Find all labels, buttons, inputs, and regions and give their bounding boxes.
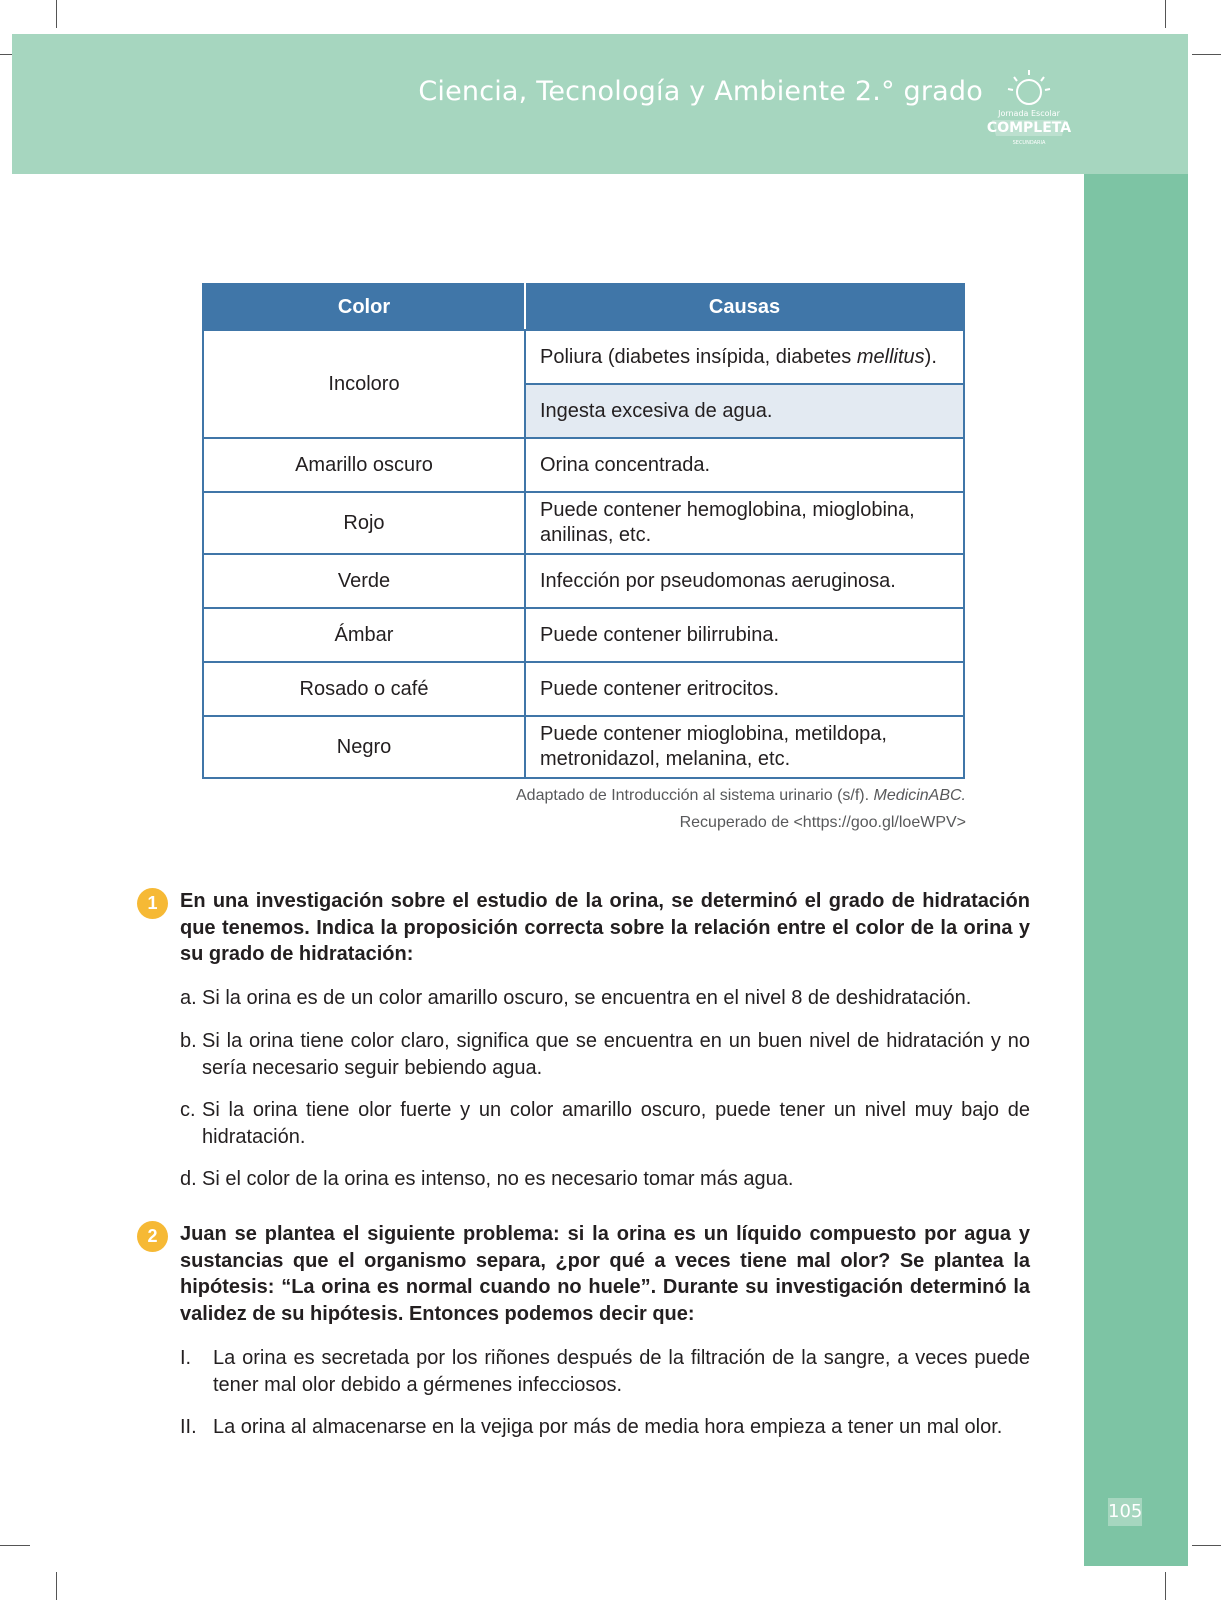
- option-text: La orina es secretada por los riñones después de la filtración de la sangre, a veces puede tener mal olor debido a gérmenes infecciosos.: [213, 1347, 1030, 1396]
- question-number-badge: 2: [137, 1221, 168, 1252]
- table-row: [203, 554, 964, 608]
- option-text: La orina al almacenarse en la vejiga por más de media hora empieza a tener un mal olor.: [213, 1416, 1003, 1438]
- cause-cell: Infección por pseudomonas aeruginosa.: [525, 554, 964, 608]
- color-cell: Amarillo oscuro: [203, 438, 525, 492]
- source-prefix: Adaptado de Introducción al sistema urinario (s/f).: [516, 787, 874, 804]
- color-cell: Ámbar: [203, 608, 525, 662]
- crop-mark: [1192, 54, 1221, 55]
- cause-text-end: ).: [924, 345, 937, 368]
- table-row: [203, 662, 964, 716]
- table-header-color: Color: [203, 284, 525, 330]
- cause-cell: Ingesta excesiva de agua.: [525, 384, 964, 438]
- table-row: [203, 438, 964, 492]
- color-cell: Incoloro: [203, 330, 525, 438]
- option-label: a.: [180, 987, 197, 1009]
- option-b: [180, 1028, 1030, 1081]
- option-text: Si la orina es de un color amarillo oscuro, se encuentra en el nivel 8 de deshidratación.: [202, 987, 972, 1009]
- option-label: d.: [180, 1168, 197, 1190]
- page-number: 105: [1108, 1498, 1142, 1526]
- option-text: Si la orina tiene olor fuerte y un color amarillo oscuro, puede tener un nivel muy bajo de hidratación.: [202, 1099, 1030, 1148]
- table-header-causes: Causas: [525, 284, 964, 330]
- option-text: Si la orina tiene color claro, significa que se encuentra en un buen nivel de hidratación y no sería necesario seguir bebiendo agua.: [202, 1030, 1030, 1079]
- crop-mark: [56, 0, 57, 28]
- cause-cell: Puede contener hemoglobina, mioglobina, anilinas, etc.: [525, 492, 964, 554]
- urine-color-table: [202, 283, 965, 779]
- crop-mark: [1165, 1572, 1166, 1600]
- crop-mark: [0, 1545, 30, 1546]
- option-label: II.: [180, 1416, 197, 1438]
- color-cell: Verde: [203, 554, 525, 608]
- logo-text-2: COMPLETA: [986, 120, 1072, 136]
- option-label: c.: [180, 1099, 196, 1121]
- cause-cell: Puede contener mioglobina, metildopa, metronidazol, melanina, etc.: [525, 716, 964, 778]
- cause-cell: Orina concentrada.: [525, 438, 964, 492]
- question-2-text: Juan se plantea el siguiente problema: si la orina es un líquido compuesto por agua y sustancias que el organismo separa, ¿por qué a veces tiene mal olor? Se plantea la hipótesis: “La orina es normal cuando no huele”. Durante su investigación determinó la validez de su hipótesis. Entonces podemos decir que:: [180, 1223, 1030, 1325]
- question-number-badge: 1: [137, 888, 168, 919]
- crop-mark: [1165, 0, 1166, 28]
- option-c: [180, 1097, 1030, 1150]
- option-label: b.: [180, 1030, 197, 1052]
- color-cell: Rojo: [203, 492, 525, 554]
- crop-mark: [56, 1572, 57, 1600]
- side-band: [1084, 174, 1188, 1566]
- table-row: [203, 716, 964, 778]
- option-a: [180, 985, 1030, 1012]
- table-row: [203, 330, 964, 384]
- table-source: [516, 782, 966, 836]
- option-i: [180, 1345, 1030, 1398]
- option-text: Si el color de la orina es intenso, no es necesario tomar más agua.: [202, 1168, 794, 1190]
- color-cell: Negro: [203, 716, 525, 778]
- color-cell: Rosado o café: [203, 662, 525, 716]
- page-title: Ciencia, Tecnología y Ambiente 2.° grado: [418, 76, 983, 107]
- cause-italic: mellitus: [856, 345, 925, 368]
- logo-text-3: SECUNDARIA: [1012, 140, 1046, 146]
- crop-mark: [1192, 1545, 1221, 1546]
- option-ii: [180, 1414, 1030, 1441]
- cause-cell: Puede contener eritrocitos.: [525, 662, 964, 716]
- sun-book-logo-icon: [984, 58, 1074, 154]
- table-row: [203, 492, 964, 554]
- source-line-1: [516, 782, 966, 809]
- logo-text-1: Jornada Escolar: [998, 109, 1060, 118]
- question-1-text: En una investigación sobre el estudio de la orina, se determinó el grado de hidratación que tenemos. Indica la proposición correcta sobre la relación entre el color de la orina y su grado de hidratación:: [180, 890, 1030, 965]
- table-header-row: [203, 284, 964, 330]
- table-row: [203, 608, 964, 662]
- option-label: I.: [180, 1347, 192, 1369]
- cause-cell: Puede contener bilirrubina.: [525, 608, 964, 662]
- source-italic: MedicinABC.: [873, 787, 966, 804]
- option-d: [180, 1166, 1030, 1193]
- cause-text: Poliura (diabetes insípida, diabetes: [540, 345, 857, 368]
- cause-cell: [525, 330, 964, 384]
- source-line-2: Recuperado de <https://goo.gl/loeWPV>: [679, 814, 966, 831]
